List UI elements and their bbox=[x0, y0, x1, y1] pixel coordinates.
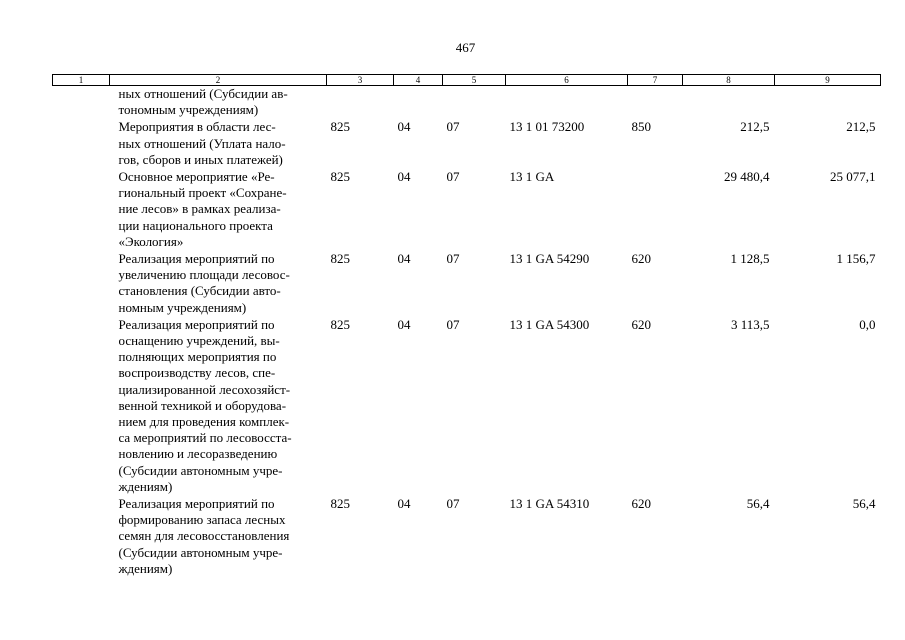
cell-target-article: 13 1 GA 54290 bbox=[509, 251, 590, 267]
cell-amount-1: 212,5 bbox=[740, 119, 770, 135]
cell-subsection: 07 bbox=[446, 496, 460, 512]
header-row bbox=[53, 75, 881, 86]
column-header-8: 8 bbox=[683, 75, 775, 86]
description-line: формированию запаса лесных bbox=[118, 512, 286, 528]
cell-amount-2 bbox=[775, 86, 881, 119]
cell-target-article: 13 1 GA 54300 bbox=[509, 316, 590, 332]
description-line: воспроизводству лесов, спе- bbox=[118, 365, 276, 381]
description-line: венной техникой и оборудова- bbox=[118, 397, 287, 413]
description-line: ждениям) bbox=[118, 560, 173, 576]
table-body bbox=[53, 86, 881, 578]
description-line: ние лесов» в рамках реализа- bbox=[118, 201, 281, 217]
cell-code: 825 bbox=[330, 169, 350, 185]
column-header-4: 4 bbox=[394, 75, 443, 86]
cell-description bbox=[110, 168, 327, 250]
cell-amount-1: 29 480,4 bbox=[724, 169, 770, 185]
column-header-5: 5 bbox=[443, 75, 506, 86]
cell-section: 04 bbox=[397, 316, 411, 332]
cell-code: 825 bbox=[330, 251, 350, 267]
description-line: номным учреждениям) bbox=[118, 299, 247, 315]
table-row bbox=[53, 168, 881, 250]
description-line: нием для проведения комплек- bbox=[118, 414, 290, 430]
description-line: (Субсидии автономным учре- bbox=[118, 544, 283, 560]
column-header-3: 3 bbox=[327, 75, 394, 86]
table-row bbox=[53, 86, 881, 119]
table-row bbox=[53, 316, 881, 495]
cell-amount-2: 1 156,7 bbox=[836, 251, 876, 267]
column-header-9: 9 bbox=[775, 75, 881, 86]
cell-col-1 bbox=[53, 168, 110, 250]
description-line: гов, сборов и иных платежей) bbox=[118, 151, 283, 167]
column-header-1: 1 bbox=[53, 75, 110, 86]
cell-description bbox=[110, 495, 327, 577]
table-header bbox=[53, 75, 881, 86]
description-line: семян для лесовосстановления bbox=[118, 528, 290, 544]
cell-expense-type bbox=[628, 168, 683, 250]
column-header-7: 7 bbox=[628, 75, 683, 86]
description-line: Мероприятия в области лес- bbox=[118, 119, 276, 135]
column-header-6: 6 bbox=[506, 75, 628, 86]
cell-amount-2: 56,4 bbox=[852, 496, 876, 512]
description-line: ных отношений (Уплата нало- bbox=[118, 135, 286, 151]
cell-section: 04 bbox=[397, 119, 411, 135]
cell-expense-type: 620 bbox=[631, 251, 651, 267]
description-line: «Экология» bbox=[118, 233, 184, 249]
description-line: Реализация мероприятий по bbox=[118, 496, 275, 512]
cell-col-1 bbox=[53, 118, 110, 168]
cell-description bbox=[110, 86, 327, 119]
cell-amount-2: 212,5 bbox=[846, 119, 876, 135]
cell-description bbox=[110, 250, 327, 316]
cell-code bbox=[327, 86, 394, 119]
cell-section bbox=[394, 86, 443, 119]
description-line: увеличению площади лесовос- bbox=[118, 267, 290, 283]
cell-subsection bbox=[443, 86, 506, 119]
table-row bbox=[53, 118, 881, 168]
cell-col-1 bbox=[53, 316, 110, 495]
cell-section: 04 bbox=[397, 169, 411, 185]
cell-expense-type: 620 bbox=[631, 316, 651, 332]
budget-table bbox=[52, 74, 881, 577]
cell-amount-1: 1 128,5 bbox=[730, 251, 770, 267]
cell-subsection: 07 bbox=[446, 251, 460, 267]
cell-subsection: 07 bbox=[446, 119, 460, 135]
cell-col-1 bbox=[53, 250, 110, 316]
cell-target-article bbox=[506, 86, 628, 119]
cell-expense-type: 620 bbox=[631, 496, 651, 512]
description-line: становления (Субсидии авто- bbox=[118, 283, 281, 299]
description-line: гиональный проект «Сохране- bbox=[118, 185, 287, 201]
table-row bbox=[53, 250, 881, 316]
table-row bbox=[53, 495, 881, 577]
description-line: новлению и лесоразведению bbox=[118, 446, 278, 462]
cell-code: 825 bbox=[330, 119, 350, 135]
description-line: ных отношений (Субсидии ав- bbox=[118, 86, 288, 101]
description-line: ции национального проекта bbox=[118, 217, 273, 233]
cell-amount-1: 3 113,5 bbox=[730, 316, 770, 332]
cell-expense-type bbox=[628, 86, 683, 119]
cell-amount-1 bbox=[683, 86, 775, 119]
cell-subsection: 07 bbox=[446, 316, 460, 332]
cell-target-article: 13 1 GA 54310 bbox=[509, 496, 590, 512]
column-header-2: 2 bbox=[110, 75, 327, 86]
cell-target-article: 13 1 GA bbox=[509, 169, 555, 185]
description-line: оснащению учреждений, вы- bbox=[118, 333, 280, 349]
cell-code: 825 bbox=[330, 316, 350, 332]
cell-amount-2: 0,0 bbox=[859, 316, 876, 332]
description-line: циализированной лесохозяйст- bbox=[118, 381, 291, 397]
page-number: 467 bbox=[455, 40, 476, 55]
description-line: Реализация мероприятий по bbox=[118, 251, 275, 267]
description-line: ждениям) bbox=[118, 478, 173, 494]
cell-section: 04 bbox=[397, 251, 411, 267]
cell-col-1 bbox=[53, 495, 110, 577]
cell-description bbox=[110, 118, 327, 168]
cell-col-1 bbox=[53, 86, 110, 119]
description-line: Основное мероприятие «Ре- bbox=[118, 169, 275, 185]
cell-target-article: 13 1 01 73200 bbox=[509, 119, 585, 135]
description-line: Реализация мероприятий по bbox=[118, 316, 275, 332]
cell-code: 825 bbox=[330, 496, 350, 512]
cell-expense-type: 850 bbox=[631, 119, 651, 135]
cell-amount-2: 25 077,1 bbox=[830, 169, 876, 185]
description-line: тономным учреждениям) bbox=[118, 102, 259, 118]
description-line: са мероприятий по лесовосста- bbox=[118, 430, 292, 446]
cell-description bbox=[110, 316, 327, 495]
cell-amount-1: 56,4 bbox=[746, 496, 770, 512]
cell-section: 04 bbox=[397, 496, 411, 512]
description-line: (Субсидии автономным учре- bbox=[118, 462, 283, 478]
cell-subsection: 07 bbox=[446, 169, 460, 185]
description-line: полняющих мероприятия по bbox=[118, 349, 277, 365]
